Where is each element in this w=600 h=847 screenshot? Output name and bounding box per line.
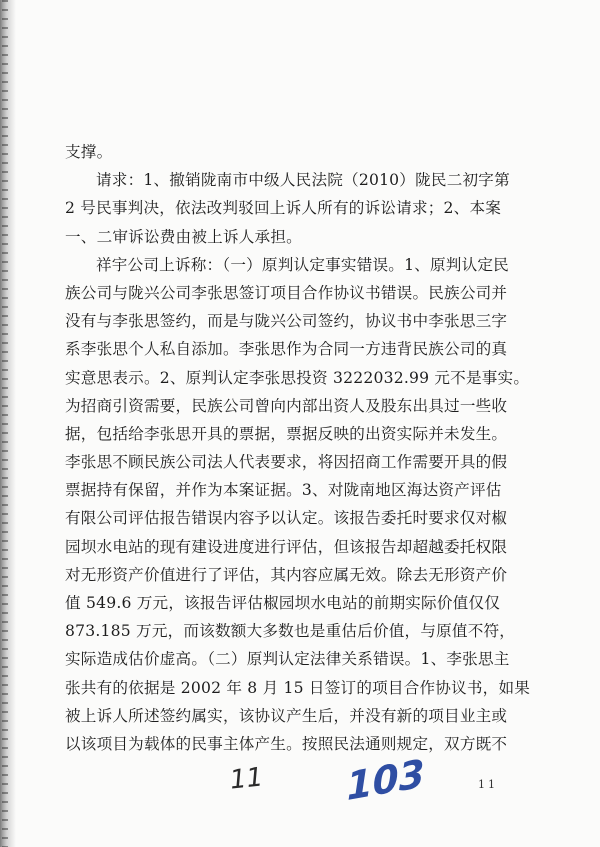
text-line: 请求：1、撤销陇南市中级人民法院（2010）陇民二初字第 [96,171,510,190]
handwritten-page-number: 11 [228,762,265,796]
text-line: 票据持有保留，并作为本案证据。3、对陇南地区海达资产评估 [65,481,502,500]
binding-edge [0,0,16,847]
text-line: 2 号民事判决，依法改判驳回上诉人所有的诉讼请求；2、本案 [65,199,502,218]
printed-page-number: 11 [478,778,498,791]
text-line: 李张思不顾民族公司法人代表要求，将因招商工作需要开具的假 [65,453,508,472]
text-line: 有限公司评估报告错误内容予以认定。该报告委托时要求仅对椒 [65,509,508,528]
text-line: 张共有的依据是 2002 年 8 月 15 日签订的项目合作协议书，如果 [65,678,531,697]
text-line: 873.185 万元，而该数额大多数也是重估后价值，与原值不符， [65,622,516,641]
text-line: 系李张思个人私自添加。李张思作为合同一方违背民族公司的真 [65,340,508,359]
text-line: 值 549.6 万元，该报告评估椒园坝水电站的前期实际价值仅仅 [65,594,501,612]
text-line: 对无形资产价值进行了评估，其内容应属无效。除去无形资产价 [65,565,508,584]
handwritten-folio-number: 103 [345,750,426,810]
text-line: 祥宇公司上诉称：（一）原判认定事实错误。1、原判认定民 [96,255,509,274]
text-line: 实际造成估价虚高。（二）原判认定法律关系错误。1、李张思主 [65,650,510,669]
text-line: 一、二审诉讼费由被上诉人承担。 [65,227,302,246]
text-line: 族公司与陇兴公司李张思签订项目合作协议书错误。民族公司并 [65,283,508,302]
text-line: 为招商引资需要，民族公司曾向内部出资人及股东出具过一些收 [65,396,508,415]
text-line: 据，包括给李张思开具的票据，票据反映的出资实际并未发生。 [65,424,508,443]
text-line: 以该项目为载体的民事主体产生。按照民法通则规定，双方既不 [65,734,508,753]
text-line: 被上诉人所述签约属实，该协议产生后，并没有新的项目业主或 [65,706,508,725]
text-line: 园坝水电站的现有建设进度进行评估，但该报告却超越委托权限 [65,537,508,556]
text-line: 实意思表示。2、原判认定李张思投资 3222032.99 元不是事实。 [65,368,530,387]
text-line: 没有与李张思签约，而是与陇兴公司签约，协议书中李张思三字 [65,312,508,331]
body-text [65,138,531,758]
binding-holes [2,0,8,847]
text-line: 支撑。 [65,143,113,161]
